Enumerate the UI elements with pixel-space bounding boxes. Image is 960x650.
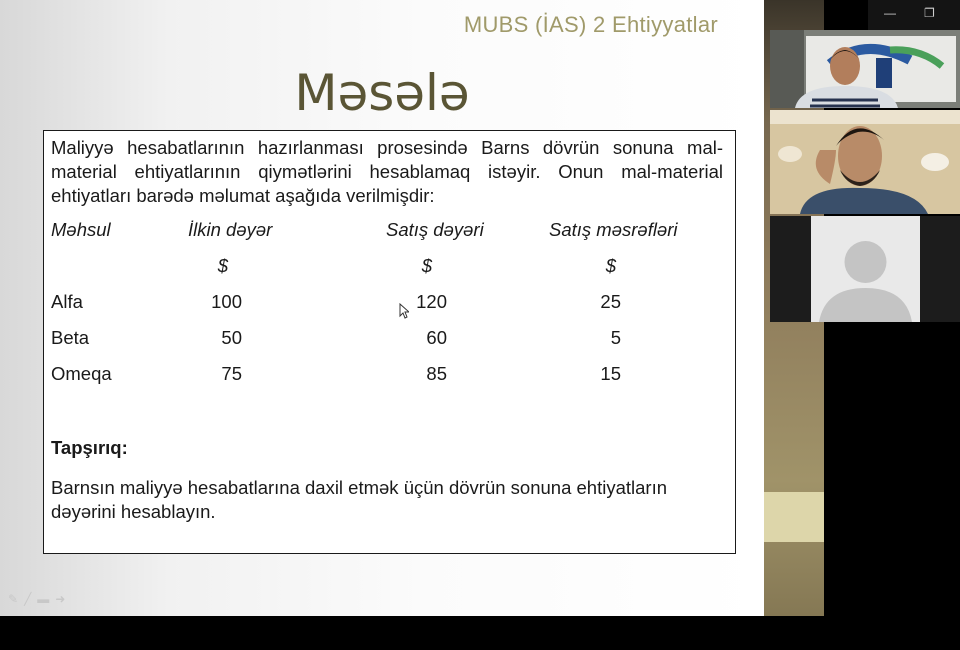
unit-label: $ (217, 255, 228, 276)
menu-icon[interactable]: ▬ (37, 592, 56, 606)
initial-cost-value: 75 (221, 363, 242, 384)
slide-tools[interactable] (8, 592, 71, 606)
background-band (764, 492, 824, 542)
column-header-sale-value: Satış dəyəri (386, 219, 484, 240)
user-placeholder-icon (811, 216, 920, 322)
person-video-icon (770, 30, 960, 108)
sale-value: 120 (416, 291, 447, 312)
sale-value: 60 (426, 327, 447, 348)
table-row (44, 327, 734, 363)
selling-cost-value: 25 (600, 291, 621, 312)
column-header-product: Məhsul (51, 219, 111, 240)
avatar (811, 216, 920, 322)
participant-avatar-tile[interactable] (770, 216, 960, 322)
table-header-row (44, 219, 734, 255)
window-controls (868, 0, 960, 30)
task-title: Tapşırıq: (51, 437, 128, 458)
table-units-row (44, 255, 734, 291)
unit-label: $ (605, 255, 616, 276)
column-header-initial-cost: İlkin dəyər (188, 219, 273, 240)
product-name: Omeqa (51, 363, 112, 384)
participant-video-tile[interactable] (770, 110, 960, 214)
minimize-icon[interactable]: — (884, 6, 896, 20)
product-name: Beta (51, 327, 90, 348)
pen-icon[interactable]: ✎ (8, 592, 25, 606)
person-video-icon (770, 110, 960, 214)
table-row (44, 363, 734, 399)
sale-value: 85 (426, 363, 447, 384)
selling-cost-value: 5 (610, 327, 621, 348)
slide-title: Məsələ (294, 64, 470, 122)
column-header-selling-costs: Satış məsrəfləri (549, 219, 678, 240)
next-icon[interactable]: ➜ (55, 592, 72, 606)
initial-cost-value: 50 (221, 327, 242, 348)
participant-video-tile[interactable] (770, 30, 960, 108)
task-text: Barnsın maliyyə hesabatlarına daxil etmək üçün dövrün sonuna ehtiyatların dəyərini hesablayın. (51, 477, 667, 522)
table-row (44, 291, 734, 327)
restore-icon[interactable]: ❐ (924, 6, 935, 20)
marker-icon[interactable]: ╱ (24, 592, 38, 606)
mouse-cursor-icon (399, 303, 409, 319)
problem-box (43, 130, 736, 554)
unit-label: $ (421, 255, 432, 276)
problem-intro: Maliyyə hesabatlarının hazırlanması prosesində Barns dövrün sonuna mal-material ehtiyatlarının qiymətlərini hesablamaq istəyir. Onun mal-material ehtiyatları barədə məlumat aşağıda verilmişdir: (51, 137, 723, 206)
inventory-table (44, 219, 734, 399)
product-name: Alfa (51, 291, 83, 312)
selling-cost-value: 15 (600, 363, 621, 384)
slide-header: MUBS (İAS) 2 Ehtiyyatlar (463, 12, 718, 37)
initial-cost-value: 100 (211, 291, 242, 312)
